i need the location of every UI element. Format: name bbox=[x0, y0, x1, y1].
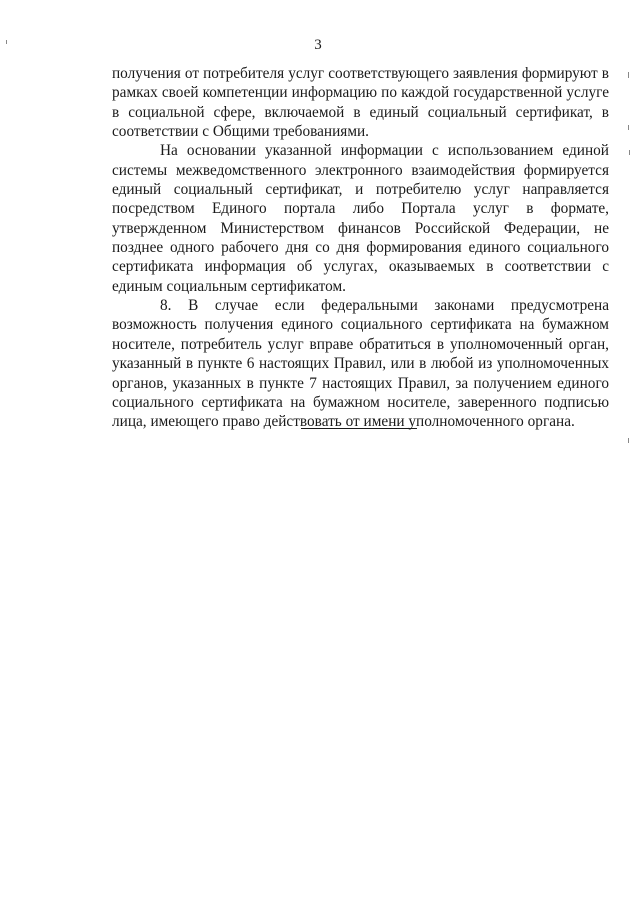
paragraph-8-paper-certificate: 8. В случае если федеральными законами предусмотрена возможность получения единого социального сертификата на бумажном носителе, потребитель услуг вправе обратиться в уполномоченный орган, указанный в пункте 6 настоящих Правил, или в любой из уполномоченных органов, указанных в пункте 7 настоящих Правил, за получением единого социального сертификата на бумажном носителе, заверенного подписью лица, имеющего право действовать от имени уполномоченного органа. bbox=[112, 297, 609, 431]
scan-speck bbox=[628, 438, 629, 443]
scan-speck bbox=[629, 150, 630, 155]
scan-speck bbox=[628, 72, 629, 78]
end-separator-line bbox=[301, 428, 417, 429]
paragraph-certificate-formation: На основании указанной информации с использованием единой системы межведомственного электронного взаимодействия формируется единый социальный сертификат, и потребителю услуг направляется посредством Единого портала либо Портала услуг в формате, утвержденном Министерством финансов Российской Федерации, не позднее одного рабочего дня со дня формирования единого социального сертификата информация об услугах, оказываемых в соответствии с единым социальным сертификатом. bbox=[112, 142, 609, 295]
document-body bbox=[112, 64, 609, 432]
scan-speck bbox=[628, 125, 629, 130]
scan-speck bbox=[6, 40, 7, 44]
page-number: 3 bbox=[314, 37, 322, 53]
paragraph-continuation: получения от потребителя услуг соответствующего заявления формируют в рамках своей компетенции информацию по каждой государственной услуге в социальной сфере, включаемой в единый социальный сертификат, в соответствии с Общими требованиями. bbox=[112, 65, 609, 141]
